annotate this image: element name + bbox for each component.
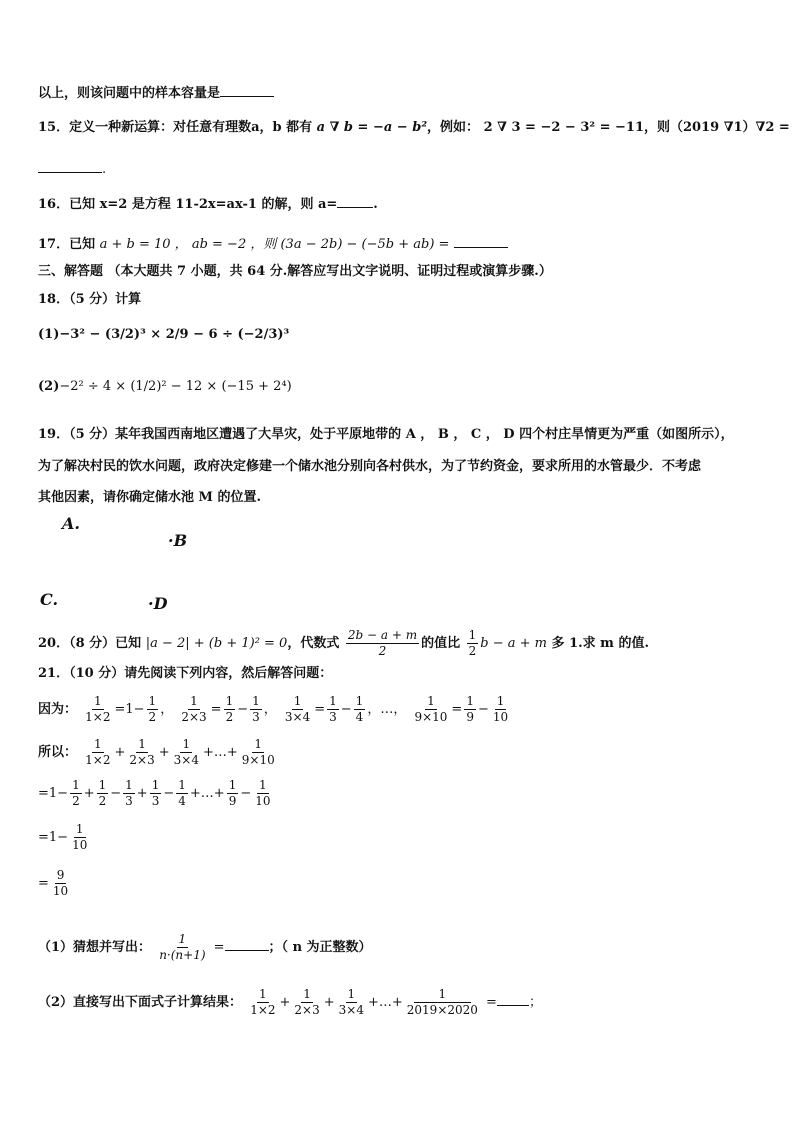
q15: 15．定义一种新运算：对任意有理数a，b 都有 a ∇ b = −a − b²，例如： 2 ∇ 3 = −2 − 3² = −11，则（2019 ∇1）∇2 = (38, 120, 790, 135)
q18-title: 18．（5 分）计算 (38, 292, 142, 307)
q19-line3: 其他因素，请你确定储水池 M 的位置. (38, 490, 261, 505)
answer-blank[interactable] (38, 158, 102, 173)
q21-sub1: （1）猜想并写出： $\frac{1}{n\cdot(n+1)}$ = ；（ n 为正整数） (38, 932, 372, 962)
point-a: A. (62, 514, 80, 533)
q19-line2: 为了解决村民的饮水问题，政府决定修建一个储水池分别向各村供水，为了节约资金，要求所用的水管最少．不考虑 (38, 459, 702, 474)
q18-part1: (1)−3² − (3/2)³ × 2/9 − 6 ÷ (−2/3)³ (38, 327, 290, 342)
q14-text: 以上，则该问题中的样本容量是 (38, 82, 274, 103)
q21-result: = $\frac{9}{10}$ (38, 868, 69, 898)
answer-blank[interactable] (454, 233, 508, 248)
q18-part2: (2)−2² ÷ 4 × (1/2)² − 12 × (−15 + 2⁴) (38, 379, 292, 394)
q21-step2: =1− $\frac{1}{10}$ (38, 822, 88, 852)
fraction: $\frac{2b - a + m}{2}$ (347, 628, 418, 658)
q15-answer-line: . (38, 158, 106, 179)
point-b: ·B (168, 531, 188, 550)
point-c: C. (40, 590, 59, 609)
q20: 20．（8 分）已知 |a − 2| + (b + 1)² = 0，代数式 $\frac{2b - a + m}{2}$ 的值比 $\frac{1}{2}$ b − a + m 多 1.求 m 的值. (38, 628, 649, 658)
q16: 16．已知 x=2 是方程 11-2x=ax-1 的解，则 a= . (38, 193, 378, 214)
q19-line1: 19．（5 分）某年我国西南地区遭遇了大旱灾，处于平原地带的 A ， B ， C ， D 四个村庄旱情更为严重（如图所示）， (38, 427, 734, 442)
q21-title: 21．（10 分）请先阅读下列内容，然后解答问题： (38, 666, 333, 681)
answer-blank[interactable] (225, 936, 269, 951)
q21-sub2: （2）直接写出下面式子计算结果： $\frac{1}{1\times 2}$ + $\frac{1}{2\times 3}$ + $\frac{1}{3\times 4}$ +…+ $\frac{1}{2019\times 2020}$ = ； (38, 987, 542, 1017)
q21-because: 因为： $\frac{1}{1\times 2}$ =1− $\frac{1}{2}$ ， $\frac{1}{2\times 3}$ = $\frac{1}{2}$ − $\frac{1}{3}$ ， $\frac{1}{3\times 4}$ = $\frac{1}{3}$ − $\frac{1}{4}$ ，…， $\frac{1}{9\times 10}$ = $\frac{1}{9}$ − $\frac{1}{10}$ (38, 694, 509, 724)
q21-so: 所以： $\frac{1}{1\times 2}$ + $\frac{1}{2\times 3}$ + $\frac{1}{3\times 4}$ +…+ $\frac{1}{9\times 10}$ (38, 737, 275, 767)
q21-step1: =1− $\frac{1}{2}$ + $\frac{1}{2}$ − $\frac{1}{3}$ + $\frac{1}{3}$ − $\frac{1}{4}$ +…+ $\frac{1}{9}$ − $\frac{1}{10}$ (38, 778, 271, 808)
q17: 17．已知 a + b = 10 ， ab = −2 ，则 (3a − 2b) − (−5b + ab) = (38, 233, 508, 254)
point-d: ·D (148, 594, 168, 613)
section-3-heading: 三、解答题 （本大题共 7 小题，共 64 分.解答应写出文字说明、证明过程或演算步骤.） (38, 264, 552, 279)
answer-blank[interactable] (337, 193, 373, 208)
answer-blank[interactable] (220, 82, 274, 97)
fraction: $\frac{1}{2}$ (468, 628, 477, 658)
answer-blank[interactable] (497, 991, 529, 1006)
